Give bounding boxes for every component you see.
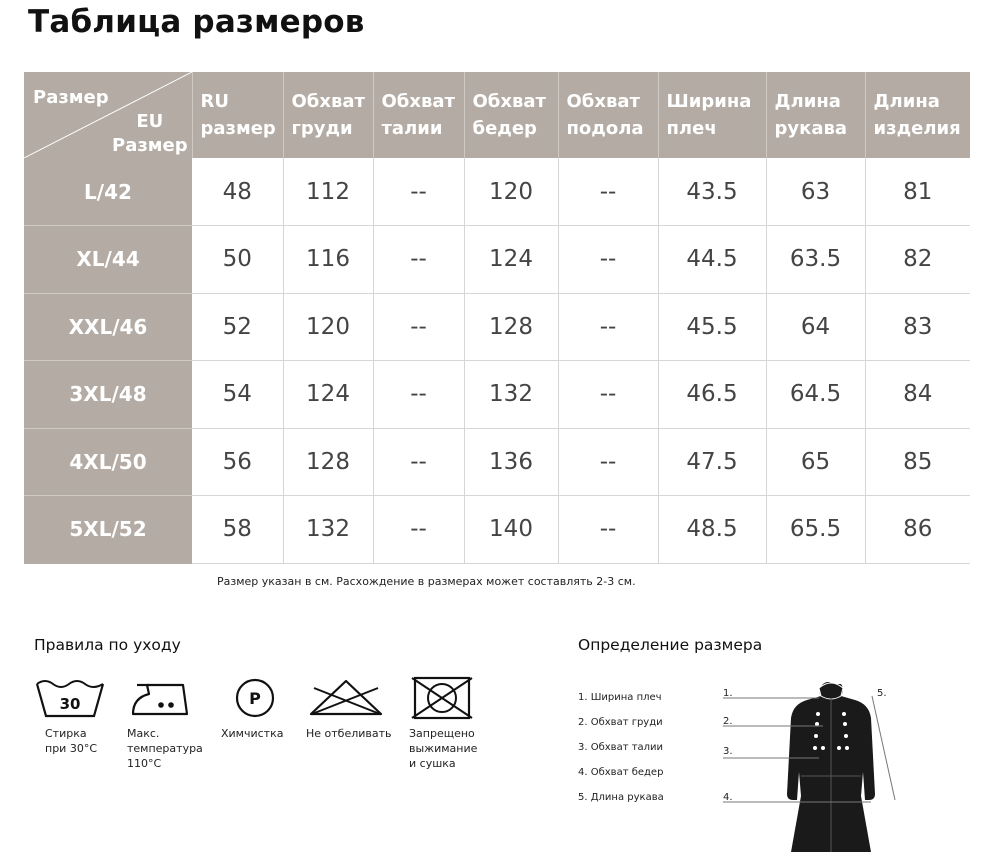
svg-text:P: P [249,689,261,708]
table-cell: 120 [464,158,558,226]
table-cell: -- [558,496,658,564]
marker-2: 2. [723,716,733,727]
table-cell: 116 [283,226,373,294]
care-label: Макс. температура 110°C [127,727,203,770]
table-cell: 112 [283,158,373,226]
table-cell: 58 [192,496,283,564]
iron-icon [127,676,199,720]
table-cell: 65.5 [766,496,865,564]
table-cell: -- [373,158,464,226]
size-note: Размер указан в см. Расхождение в размерах может составлять 2-3 см. [217,575,636,588]
table-cell: 64.5 [766,361,865,429]
table-row [24,496,970,564]
table-cell: -- [373,293,464,361]
table-row [24,158,970,226]
no-bleach-icon [306,676,386,720]
measurement-list [578,690,664,815]
marker-3: 3. [723,746,733,757]
column-header: Ширина плеч [658,72,766,158]
table-cell: -- [373,226,464,294]
size-label: 4XL/50 [24,428,192,496]
care-label: Стирка при 30°C [45,727,97,755]
size-table [24,72,970,564]
size-label: XXL/46 [24,293,192,361]
coat-diagram-icon [715,676,905,856]
care-label: Запрещено выжимание и сушка [409,727,478,770]
wash-30-icon [34,676,106,720]
table-cell: 44.5 [658,226,766,294]
list-item: 3. Обхват талии [578,742,664,753]
corner-top-label: Размер [33,87,109,108]
table-cell: 65 [766,428,865,496]
list-item: 5. Длина рукава [578,792,664,803]
table-cell: 52 [192,293,283,361]
table-cell: -- [558,158,658,226]
column-header: Обхват подола [558,72,658,158]
table-cell: 63.5 [766,226,865,294]
column-header: Обхват бедер [464,72,558,158]
column-header: Длина рукава [766,72,865,158]
size-label: XL/44 [24,226,192,294]
table-cell: 83 [865,293,970,361]
table-cell: 82 [865,226,970,294]
page-title: Таблица размеров [28,4,365,40]
table-cell: -- [558,293,658,361]
table-cell: -- [373,361,464,429]
table-cell: 132 [283,496,373,564]
table-cell: 43.5 [658,158,766,226]
marker-1: 1. [723,688,733,699]
marker-5: 5. [877,688,887,699]
size-label: L/42 [24,158,192,226]
column-header: Обхват талии [373,72,464,158]
table-cell: 48 [192,158,283,226]
table-cell: 124 [283,361,373,429]
table-cell: 47.5 [658,428,766,496]
care-item-no-tumble-dry [409,676,481,771]
table-cell: 64 [766,293,865,361]
table-header-row [24,72,970,158]
care-item-iron [127,676,203,771]
column-header: RU размер [192,72,283,158]
table-row [24,428,970,496]
care-item-dry-clean [221,676,293,741]
table-row [24,361,970,429]
table-cell: 56 [192,428,283,496]
corner-header [24,72,192,158]
list-item: 1. Ширина плеч [578,692,662,703]
svg-text:30: 30 [59,695,81,713]
table-cell: 63 [766,158,865,226]
table-cell: 50 [192,226,283,294]
care-item-wash [34,676,106,756]
table-cell: 136 [464,428,558,496]
size-definition-title: Определение размера [578,636,763,654]
no-tumble-dry-icon [409,676,481,720]
care-label: Химчистка [221,727,284,740]
table-cell: 128 [283,428,373,496]
column-header: Длина изделия [865,72,970,158]
table-cell: 120 [283,293,373,361]
table-cell: -- [558,428,658,496]
table-cell: -- [373,496,464,564]
table-cell: 124 [464,226,558,294]
table-cell: 132 [464,361,558,429]
table-row [24,226,970,294]
table-cell: -- [558,361,658,429]
list-item: 2. Обхват груди [578,717,663,728]
table-cell: 85 [865,428,970,496]
table-cell: 54 [192,361,283,429]
care-title: Правила по уходу [34,636,181,654]
marker-4: 4. [723,792,733,803]
table-cell: 45.5 [658,293,766,361]
table-cell: 84 [865,361,970,429]
column-header: Обхват груди [283,72,373,158]
corner-bottom-label: EU Размер [112,111,188,157]
table-cell: 86 [865,496,970,564]
size-label: 5XL/52 [24,496,192,564]
table-row [24,293,970,361]
table-cell: 48.5 [658,496,766,564]
care-item-no-bleach [306,676,392,741]
table-cell: -- [558,226,658,294]
table-cell: 46.5 [658,361,766,429]
size-label: 3XL/48 [24,361,192,429]
table-cell: 140 [464,496,558,564]
care-label: Не отбеливать [306,727,392,740]
table-cell: -- [373,428,464,496]
table-cell: 128 [464,293,558,361]
list-item: 4. Обхват бедер [578,767,664,778]
table-cell: 81 [865,158,970,226]
dry-clean-icon [221,676,293,720]
